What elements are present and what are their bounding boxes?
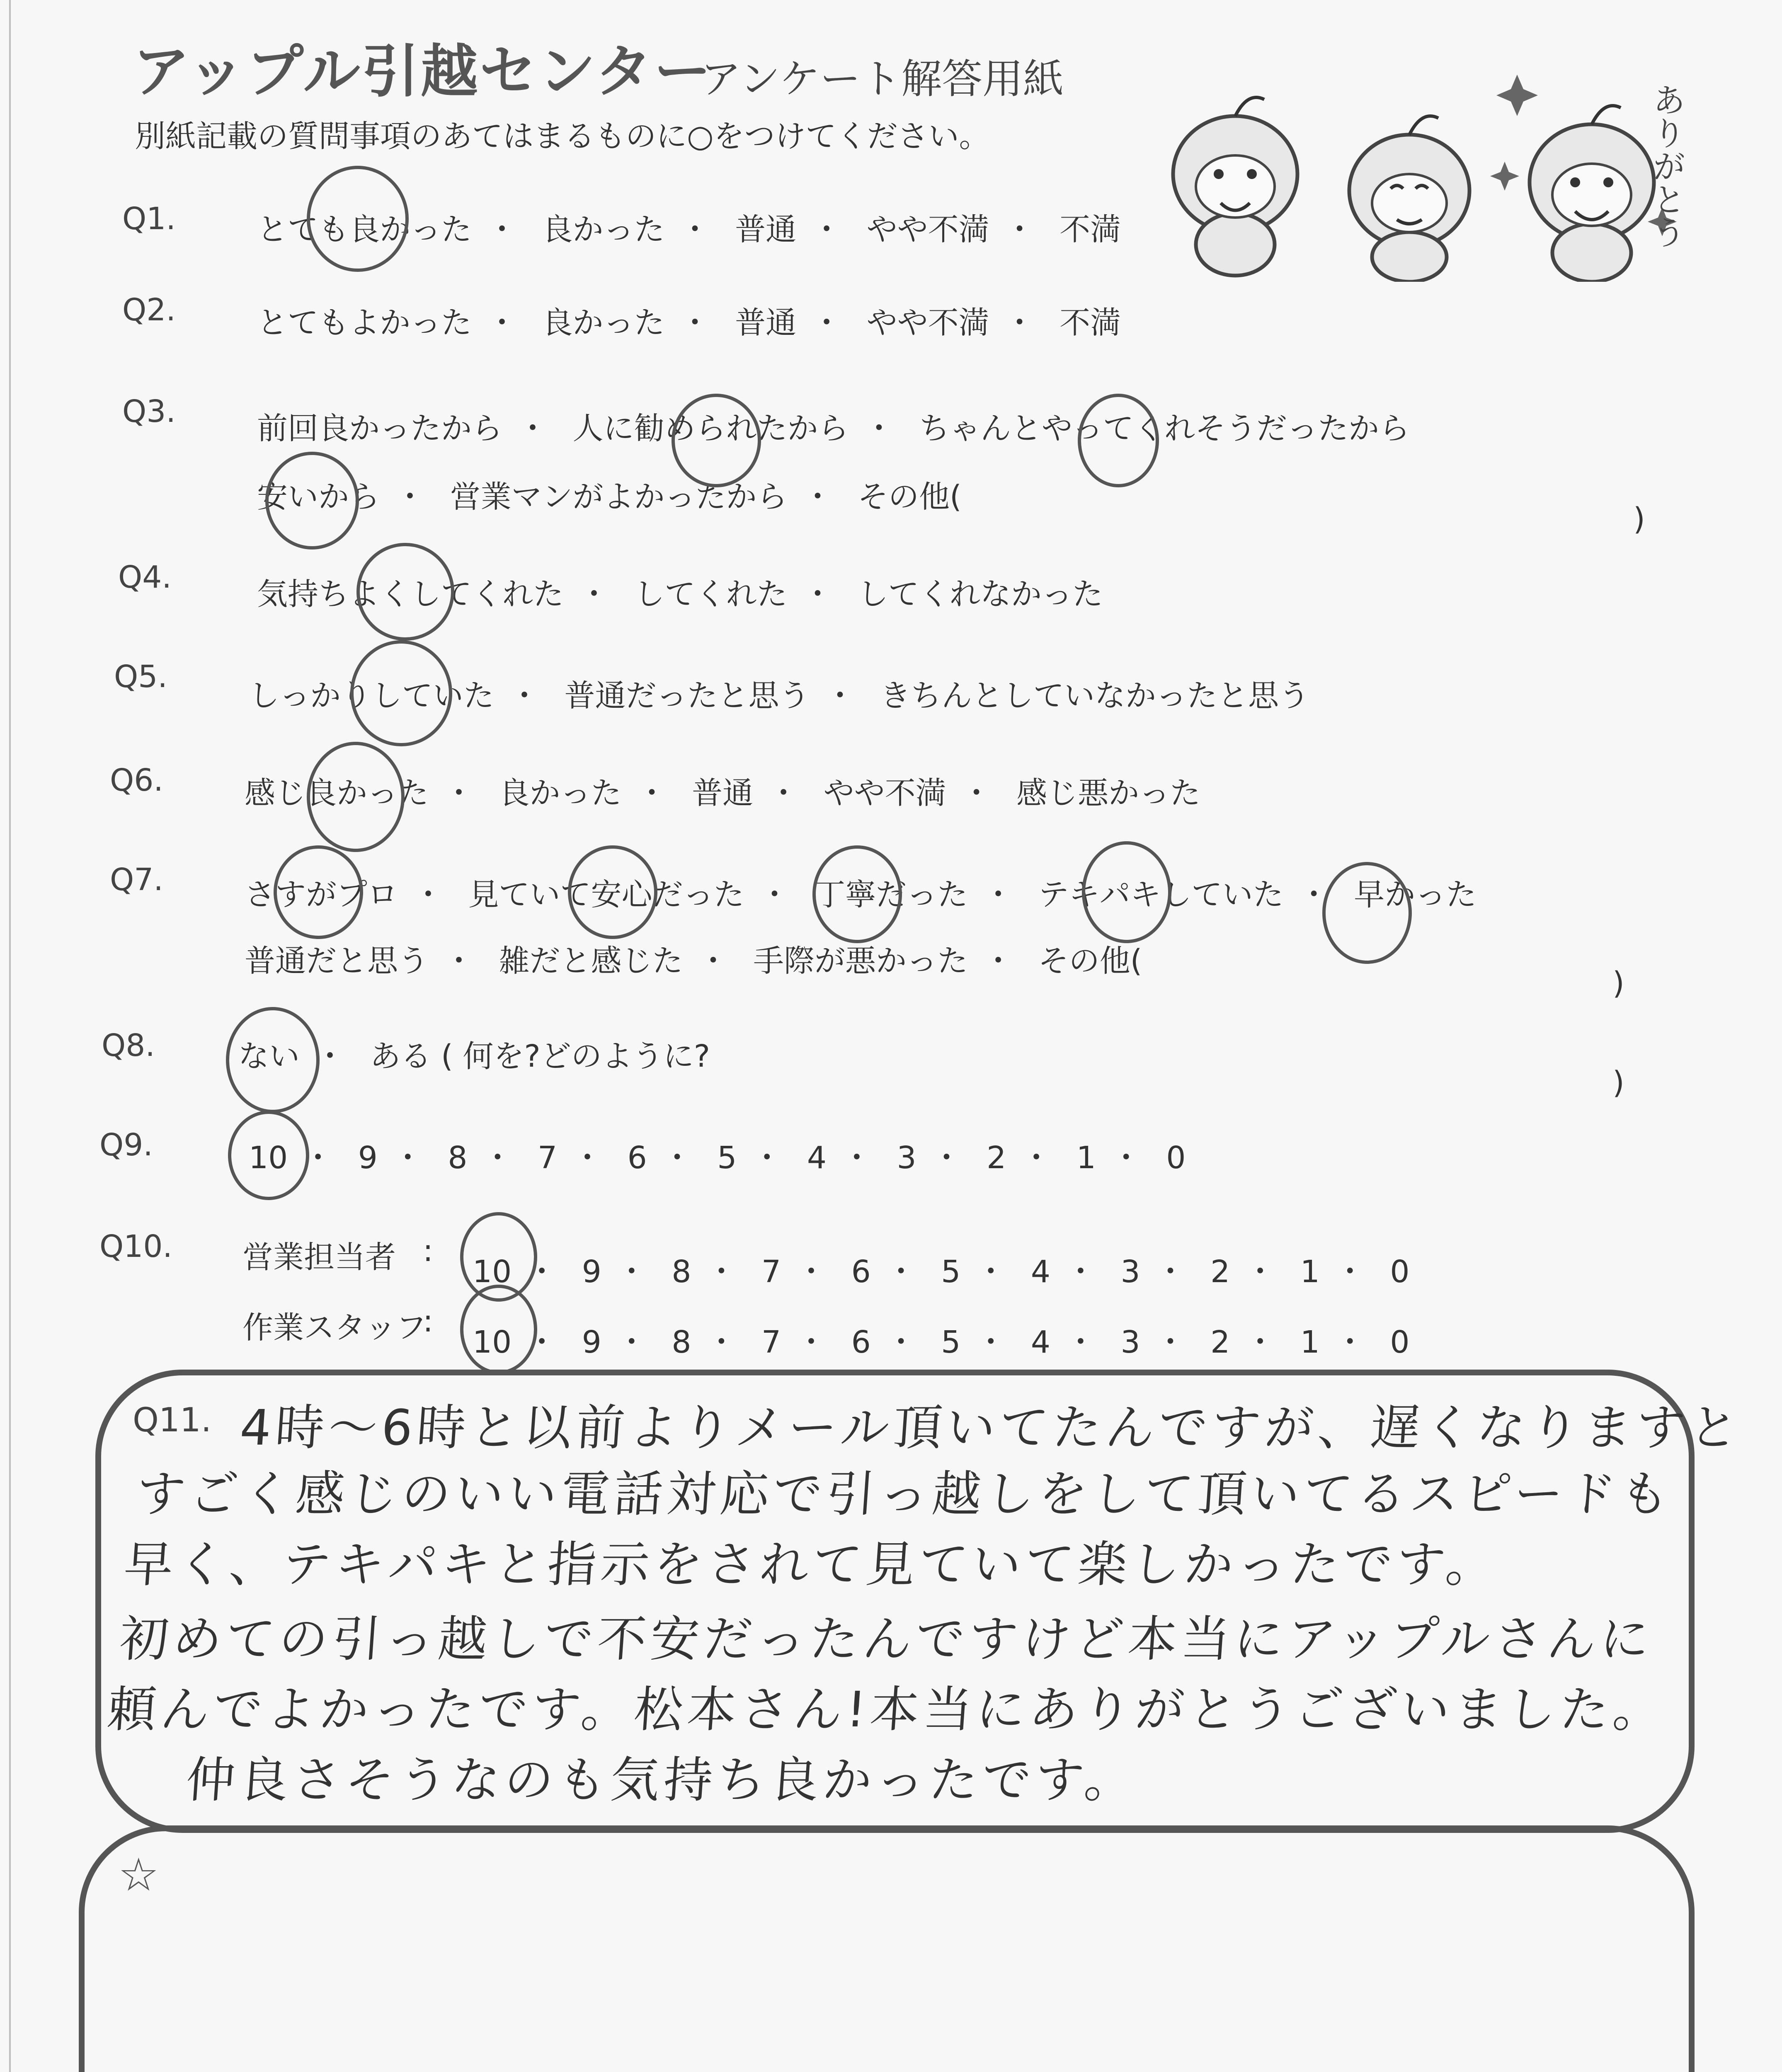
q4-options: 気持ちよくしてくれた ・ してくれた ・ してくれなかった — [257, 570, 1103, 614]
q9-score-1[interactable]: 1 — [1076, 1140, 1096, 1176]
q9-scale: 10 ・ 9 ・ 8 ・ 7 ・ 6 ・ 5 ・ 4 ・ 3 ・ 2 ・ 1 ・ 0 — [249, 1140, 1186, 1176]
q8-close-paren: ) — [1612, 1065, 1624, 1101]
q10-staff-name: 作業スタッフ — [242, 1310, 427, 1346]
q10-sales-score-6[interactable]: 6 — [851, 1254, 871, 1290]
q7-options-line1: さすがプロ ・ 見ていて安心だった ・ 丁寧だった ・ テキパキしていた ・ 早かった — [245, 870, 1477, 914]
q10-staff-score-3[interactable]: 3 — [1120, 1324, 1140, 1360]
monkey-mascots-illustration — [1152, 50, 1704, 282]
scan-edge-line — [9, 0, 11, 2072]
q6-option-2[interactable]: 良かった — [499, 775, 622, 811]
q10-sales-score-9[interactable]: 9 — [582, 1254, 601, 1290]
q10-staff-score-8[interactable]: 8 — [672, 1324, 691, 1360]
q6-options: 感じ良かった ・ 良かった ・ 普通 ・ やや不満 ・ 感じ悪かった — [245, 769, 1200, 813]
q11-handwritten-line-6: 仲良さそうなのも気持ち良かったです。 — [184, 1751, 1140, 1808]
q7-option-6[interactable]: 普通だと思う — [245, 943, 429, 979]
form-title: アップル引越センター — [133, 38, 713, 105]
q1-option-5[interactable]: 不満 — [1060, 212, 1121, 247]
q6-option-3[interactable]: 普通 — [692, 775, 754, 811]
q4-option-3[interactable]: してくれなかった — [858, 576, 1103, 612]
q10-sales-score-8[interactable]: 8 — [672, 1254, 691, 1290]
q7-options-line2: 普通だと思う ・ 雑だと感じた ・ 手際が悪かった ・ その他( — [245, 937, 1142, 980]
q7-option-2[interactable]: 見ていて安心だった — [468, 877, 744, 913]
q3-options-line2: 安いから ・ 営業マンがよかったから ・ その他( — [257, 472, 962, 516]
q11-handwritten-line-4: 初めての引っ越しで不安だったんですけど本当にアップルさんに — [118, 1610, 1656, 1668]
q4-label: Q4. — [118, 559, 172, 595]
q1-option-1[interactable]: とても良かった — [257, 212, 472, 247]
q10-staff-score-9[interactable]: 9 — [582, 1324, 601, 1360]
q3-option-5[interactable]: 営業マンがよかったから — [450, 479, 788, 515]
q5-options: しっかりしていた ・ 普通だったと思う ・ きちんとしていなかったと思う — [249, 671, 1309, 715]
q10-staff-score-10[interactable]: 10 — [473, 1324, 512, 1360]
q8-option-2[interactable]: ある ( 何を?どのように? — [370, 1038, 710, 1074]
mascot-thanks-text: ありがとう — [1647, 83, 1686, 249]
q1-options: とても良かった ・ 良かった ・ 普通 ・ やや不満 ・ 不満 — [257, 205, 1121, 249]
q10-staff-score-7[interactable]: 7 — [761, 1324, 781, 1360]
q10-staff-colon: : — [423, 1303, 433, 1339]
q3-option-3[interactable]: ちゃんとやってくれそうだったから — [919, 411, 1410, 446]
q3-option-4[interactable]: 安いから — [257, 479, 380, 515]
q10-sales-score-5[interactable]: 5 — [941, 1254, 961, 1290]
star-icon: ☆ — [118, 1848, 159, 1901]
q9-score-5[interactable]: 5 — [717, 1140, 737, 1176]
q7-option-3[interactable]: 丁寧だった — [815, 877, 968, 913]
q7-option-7[interactable]: 雑だと感じた — [499, 943, 683, 979]
q2-label: Q2. — [122, 292, 176, 328]
q9-score-8[interactable]: 8 — [448, 1140, 468, 1176]
q9-score-4[interactable]: 4 — [807, 1140, 827, 1176]
q4-option-1[interactable]: 気持ちよくしてくれた — [257, 576, 564, 612]
q6-option-5[interactable]: 感じ悪かった — [1016, 775, 1201, 811]
q2-option-4[interactable]: やや不満 — [866, 305, 989, 341]
q3-options-line1: 前回良かったから ・ 人に勧められたから ・ ちゃんとやってくれそうだったから — [257, 404, 1410, 448]
q2-options: とてもよかった ・ 良かった ・ 普通 ・ やや不満 ・ 不満 — [257, 298, 1121, 342]
q8-options: ない ・ ある ( 何を?どのように? — [238, 1032, 710, 1076]
q10-sales-score-7[interactable]: 7 — [761, 1254, 781, 1290]
q8-label: Q8. — [102, 1028, 155, 1063]
q6-label: Q6. — [110, 762, 163, 798]
q10-staff-score-1[interactable]: 1 — [1300, 1324, 1320, 1360]
q10-sales-score-0[interactable]: 0 — [1390, 1254, 1410, 1290]
q10-label: Q10. — [99, 1229, 172, 1264]
q10-sales-score-1[interactable]: 1 — [1300, 1254, 1320, 1290]
q10-staff-score-5[interactable]: 5 — [941, 1324, 961, 1360]
q10-sales-score-10[interactable]: 10 — [473, 1254, 512, 1290]
q3-option-1[interactable]: 前回良かったから — [257, 411, 502, 446]
q5-label: Q5. — [114, 659, 167, 695]
q1-option-3[interactable]: 普通 — [735, 212, 797, 247]
q10-staff-score-6[interactable]: 6 — [851, 1324, 871, 1360]
additional-comment-box[interactable] — [79, 1825, 1695, 2072]
q2-option-1[interactable]: とてもよかった — [257, 305, 472, 341]
q5-option-1[interactable]: しっかりしていた — [249, 678, 494, 714]
q10-staff-score-4[interactable]: 4 — [1030, 1324, 1050, 1360]
q10-sales-score-4[interactable]: 4 — [1030, 1254, 1050, 1290]
q7-option-8[interactable]: 手際が悪かった — [753, 943, 968, 979]
q3-option-other[interactable]: その他( — [858, 479, 962, 515]
q9-score-0[interactable]: 0 — [1166, 1140, 1186, 1176]
q3-other-close-paren: ) — [1633, 501, 1645, 537]
q7-option-other[interactable]: その他( — [1038, 943, 1142, 979]
q1-option-4[interactable]: やや不満 — [866, 212, 989, 247]
q9-label: Q9. — [99, 1127, 153, 1163]
q3-option-2[interactable]: 人に勧められたから — [572, 411, 849, 446]
q10-sales-scale: 10 ・ 9 ・ 8 ・ 7 ・ 6 ・ 5 ・ 4 ・ 3 ・ 2 ・ 1 ・ 0 — [473, 1254, 1410, 1290]
q9-score-7[interactable]: 7 — [537, 1140, 558, 1176]
q10-sales-score-3[interactable]: 3 — [1120, 1254, 1140, 1290]
q5-option-2[interactable]: 普通だったと思う — [564, 678, 810, 714]
q9-score-2[interactable]: 2 — [987, 1140, 1006, 1176]
form-subtitle: アンケート解答用紙 — [701, 56, 1064, 103]
q5-option-3[interactable]: きちんとしていなかったと思う — [880, 678, 1310, 714]
q7-option-5[interactable]: 早かった — [1354, 877, 1477, 913]
q9-score-6[interactable]: 6 — [627, 1140, 647, 1176]
q11-label: Q11. — [133, 1401, 212, 1439]
q9-score-10[interactable]: 10 — [249, 1140, 288, 1176]
q8-option-1[interactable]: ない — [238, 1038, 300, 1074]
q10-staff-score-2[interactable]: 2 — [1210, 1324, 1230, 1360]
q2-option-2[interactable]: 良かった — [542, 305, 665, 341]
q9-score-3[interactable]: 3 — [897, 1140, 916, 1176]
q11-handwritten-line-5: 頼んでよかったです。松本さん!本当にありがとうございました。 — [105, 1681, 1668, 1738]
q1-label: Q1. — [122, 201, 176, 237]
q4-option-2[interactable]: してくれた — [634, 576, 788, 612]
q9-score-9[interactable]: 9 — [358, 1140, 378, 1176]
q7-option-4[interactable]: テキパキしていた — [1038, 877, 1284, 913]
q11-handwritten-line-3: 早く、テキパキと指示をされて見ていて楽しかったです。 — [122, 1536, 1501, 1593]
q3-label: Q3. — [122, 394, 176, 429]
q6-option-4[interactable]: やや不満 — [823, 775, 946, 811]
q11-handwritten-line-2: すごく感じのいい電話対応で引っ越しをして頂いてるスピードも — [134, 1465, 1675, 1523]
q10-staff-scale: 10 ・ 9 ・ 8 ・ 7 ・ 6 ・ 5 ・ 4 ・ 3 ・ 2 ・ 1 ・ 0 — [473, 1324, 1410, 1360]
q11-handwritten-line-1: 4時〜6時と以前よりメール頂いてたんですが、遅くなりますと — [238, 1399, 1744, 1456]
q10-staff-score-0[interactable]: 0 — [1390, 1324, 1410, 1360]
q7-other-close-paren: ) — [1612, 966, 1624, 1001]
q10-sales-score-2[interactable]: 2 — [1210, 1254, 1230, 1290]
form-instructions: 別紙記載の質問事項のあてはまるものに○をつけてください。 — [135, 119, 990, 154]
q2-option-3[interactable]: 普通 — [735, 305, 797, 341]
q10-sales-colon: : — [423, 1233, 433, 1268]
q1-option-2[interactable]: 良かった — [542, 212, 665, 247]
q7-option-1[interactable]: さすがプロ — [245, 877, 398, 913]
q10-sales-name: 営業担当者 — [242, 1239, 396, 1275]
q7-label: Q7. — [110, 862, 163, 898]
q2-option-5[interactable]: 不満 — [1060, 305, 1121, 341]
q6-option-1[interactable]: 感じ良かった — [245, 775, 429, 811]
